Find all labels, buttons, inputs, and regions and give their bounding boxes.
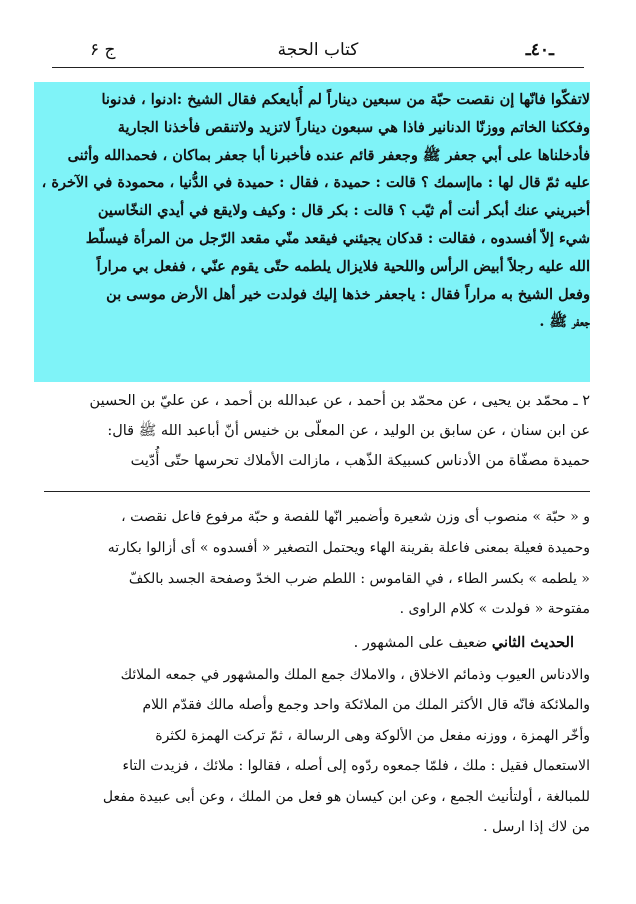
highlighted-passage [40, 86, 590, 336]
text-line: عن ابن سنان ، عن سابق بن الوليد ، عن المعلّى بن خنيس أنّ أباعبد الله ﷺ قال: [107, 423, 590, 439]
heading-line [40, 628, 590, 658]
commentary-line: والملائكة فانّه قال الأكثر الملك من الملائكة واحد وجمع وأصله مالك فقدّم اللام [142, 697, 590, 714]
text-line: شيء إلاّ أفسدوه ، فقالت : قدكان يجيئني فيقعد منّي مقعد الرّجل من المرأة فيسلّط [85, 229, 590, 247]
hadith-title: الحديث الثاني [491, 634, 574, 651]
hadith-two-heading [40, 628, 590, 658]
text-line: وفككنا الخاتم ووزنّا الدنانير فاذا هي سبعون ديناراً لاتزيد ولاتنقص فأخذنا الجارية [117, 118, 590, 136]
commentary-line: وأخّر الهمزة ، ووزنه مفعل من الألوكة وهى الرسالة ، ثمّ تركت الهمزة لكثرة [155, 727, 590, 744]
footnote-line: وحميدة فعيلة بمعنى فاعلة بقرينة الهاء ويحتمل التصغير « أفسدوه » أى أزالوا بكارته [107, 539, 590, 556]
text-line: جعفر ﷺ . [539, 313, 590, 331]
footnote-line: و « حبّة » منصوب أى وزن شعيرة وأضمير انّها للفصة و حبّة مرفوع فاعل نقصت ، [121, 509, 590, 525]
footnote-divider [44, 491, 590, 492]
volume-label: ج ۶ [90, 40, 116, 60]
book-title: كتاب الحجة [277, 40, 359, 60]
hadith-grade: ضعيف على المشهور . [353, 635, 488, 651]
header-divider [52, 67, 584, 68]
footnote-line: مفتوحة « فولدت » كلام الراوى . [399, 601, 590, 618]
page-header [60, 38, 576, 64]
text-line: أخبريني عنك أبكر أنت أم ثيّب ؟ قالت : بكر قال : وكيف ولايقع في أيدي النخّاسين [97, 202, 590, 220]
commentary-line: الاستعمال فقيل : ملك ، فلمّا جمعوه ردّوه إلى أصله ، فقالوا : ملائك ، فزيدت التاء [122, 758, 590, 775]
page-number: ـ٤٠ـ [525, 40, 554, 60]
text-line: ٢ ـ محمّد بن يحيى ، عن محمّد بن أحمد ، عن عبدالله بن أحمد ، عن عليّ بن الحسين [89, 393, 590, 409]
text-line: الله عليه رجلاً أبيض الرأس واللحية فلايزال يلطمه حتّى يقوم عنّي ، ففعل بي مراراً [96, 257, 590, 275]
commentary [40, 660, 590, 842]
hadith-two-text [40, 386, 590, 476]
commentary-line: من لاك إذا ارسل . [483, 818, 590, 835]
text-line: وفعل الشيخ به مراراً فقال : ياجعفر خذها إليك فولدت خير أهل الأرض موسى بن [106, 285, 590, 303]
commentary-line: والادناس العيوب وذمائم الاخلاق ، والاملاك جمع الملك والمشهور في جمعه الملائك [120, 667, 590, 683]
text-line: عليه ثمّ قال لها : ماإسمك ؟ قالت : حميدة ، فقال : حميدة في الدُّنيا ، محمودة في الآخرة ، [41, 174, 590, 192]
text-line: حميدة مصفّاة من الأدناس كسبيكة الذّهب ، مازالت الأملاك تحرسها حتّى أُدّيت [130, 453, 590, 469]
text-line: لاتفكّوا فانّها إن نقصت حبّة من سبعين ديناراً لم أُبايعكم فقال الشيخ :ادنوا ، فدنونا [101, 91, 590, 108]
footnote-line: « يلطمه » بكسر الطاء ، في القاموس : اللطم ضرب الخدّ وصفحة الجسد بالكفّ [128, 570, 590, 587]
commentary-line: للمبالغة ، أولتأنيث الجمع ، وعن ابن كيسان هو فعل من الملك ، وعن أبى عبيدة مفعل [102, 788, 590, 805]
footnotes [40, 502, 590, 625]
text-line: فأدخلناها على أبي جعفر ﷺ وجعفر قائم عنده فأخبرنا أبا جعفر بماكان ، فحمدالله وأثنى [67, 146, 590, 164]
